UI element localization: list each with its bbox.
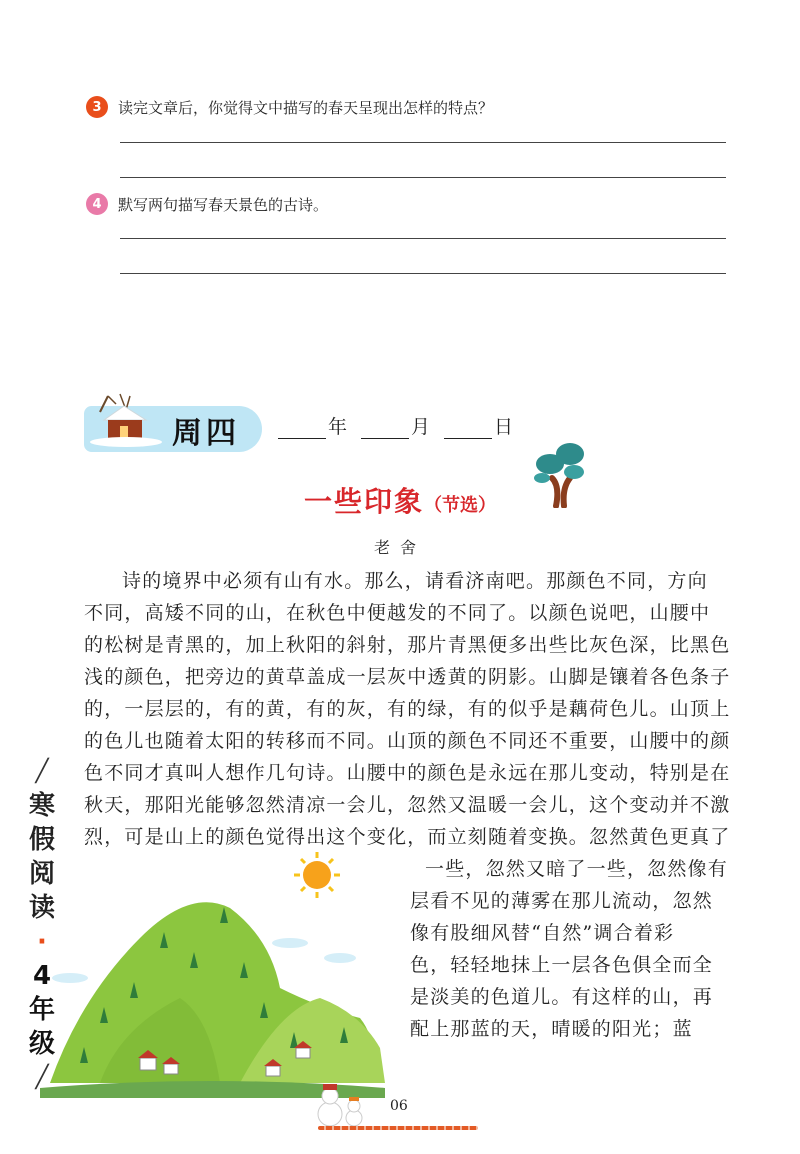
day-banner <box>84 390 264 460</box>
sun-icon <box>303 861 331 889</box>
article-line-right: 色，轻轻地抹上一层各色俱全而全 <box>410 954 714 976</box>
banner-day-label: 周四 <box>172 416 240 451</box>
year-unit: 年 <box>328 416 348 438</box>
page-number: 06 <box>390 1098 408 1114</box>
sidebar-dot: · <box>37 927 47 957</box>
article-line: 秋天，那阳光能够忽然清凉一会儿，忽然又温暖一会儿，这个变动并不激 <box>84 794 731 816</box>
article-title <box>0 480 800 520</box>
snow-house-icon <box>86 390 166 450</box>
article-line-right: 层看不见的薄雾在那儿流动，忽然 <box>410 890 714 912</box>
mountain-illustration <box>40 848 400 1108</box>
article-line: 的松树是青黑的，加上秋阳的斜射，那片青黑便多出些比灰色深，比黑色 <box>84 634 731 656</box>
article-line: 诗的境界中必须有山有水。那么，请看济南吧。那颜色不同，方向 <box>122 570 708 592</box>
article-line: 的色儿也随着太阳的转移而不同。山顶的颜色不同还不重要，山腰中的颜 <box>84 730 731 752</box>
article-line-right: 像有股细风替“自然”调合着彩 <box>410 922 675 944</box>
date-fill-row <box>276 412 525 439</box>
sidebar-char: 阅 <box>28 859 55 889</box>
answer-line[interactable] <box>120 273 726 274</box>
sidebar-grade-char: 4 <box>32 961 52 991</box>
sidebar-grade-char: 年 <box>28 995 55 1025</box>
article-line-right: 一些，忽然又暗了一些，忽然像有 <box>425 858 729 880</box>
sidebar-char: 寒 <box>28 791 55 821</box>
year-blank[interactable] <box>278 420 326 439</box>
day-unit: 日 <box>494 416 514 438</box>
month-blank[interactable] <box>361 420 409 439</box>
article-author: 老舍 <box>373 538 426 557</box>
answer-line[interactable] <box>120 142 726 143</box>
article-line: 不同，高矮不同的山，在秋色中便越发的不同了。以颜色说吧，山腰中 <box>84 602 711 624</box>
question-number-badge: 4 <box>86 193 108 215</box>
sidebar-char: 读 <box>28 893 55 923</box>
article-line: 色不同才真叫人想作几句诗。山腰中的颜色是永远在那儿变动，特别是在 <box>84 762 731 784</box>
snowman-icon <box>312 1080 372 1130</box>
sidebar-char: 假 <box>28 825 55 855</box>
question-text: 默写两句描写春天景色的古诗。 <box>118 195 329 214</box>
question-number-badge: 3 <box>86 96 108 118</box>
sidebar-grade-char: 级 <box>28 1029 55 1059</box>
article-title-main: 一些印象 <box>303 485 424 518</box>
article-line: 浅的颜色，把旁边的黄草盖成一层灰中透黄的阴影。山脚是镶着各色条子 <box>84 666 731 688</box>
day-blank[interactable] <box>444 420 492 439</box>
question-4 <box>86 193 726 215</box>
sidebar-label: ╱ 寒 假 阅 读 · 4 年 级 ╱ <box>22 755 62 1045</box>
question-3 <box>86 96 726 118</box>
month-unit: 月 <box>411 416 431 438</box>
article-line-right: 是淡美的色道儿。有这样的山，再 <box>410 986 714 1008</box>
answer-line[interactable] <box>120 177 726 178</box>
article-line: 烈，可是山上的颜色觉得出这个变化，而立刻随着变换。忽然黄色更真了 <box>84 826 731 848</box>
question-text: 读完文章后，你觉得文中描写的春天呈现出怎样的特点？ <box>118 98 494 117</box>
bottom-decorative-rule <box>318 1126 478 1130</box>
article-line: 的，一层层的，有的黄，有的灰，有的绿，有的似乎是藕荷色儿。山顶上 <box>84 698 731 720</box>
article-title-sub: （节选） <box>424 495 496 516</box>
answer-line[interactable] <box>120 238 726 239</box>
article-line-right: 配上那蓝的天，晴暖的阳光；蓝 <box>410 1018 693 1040</box>
